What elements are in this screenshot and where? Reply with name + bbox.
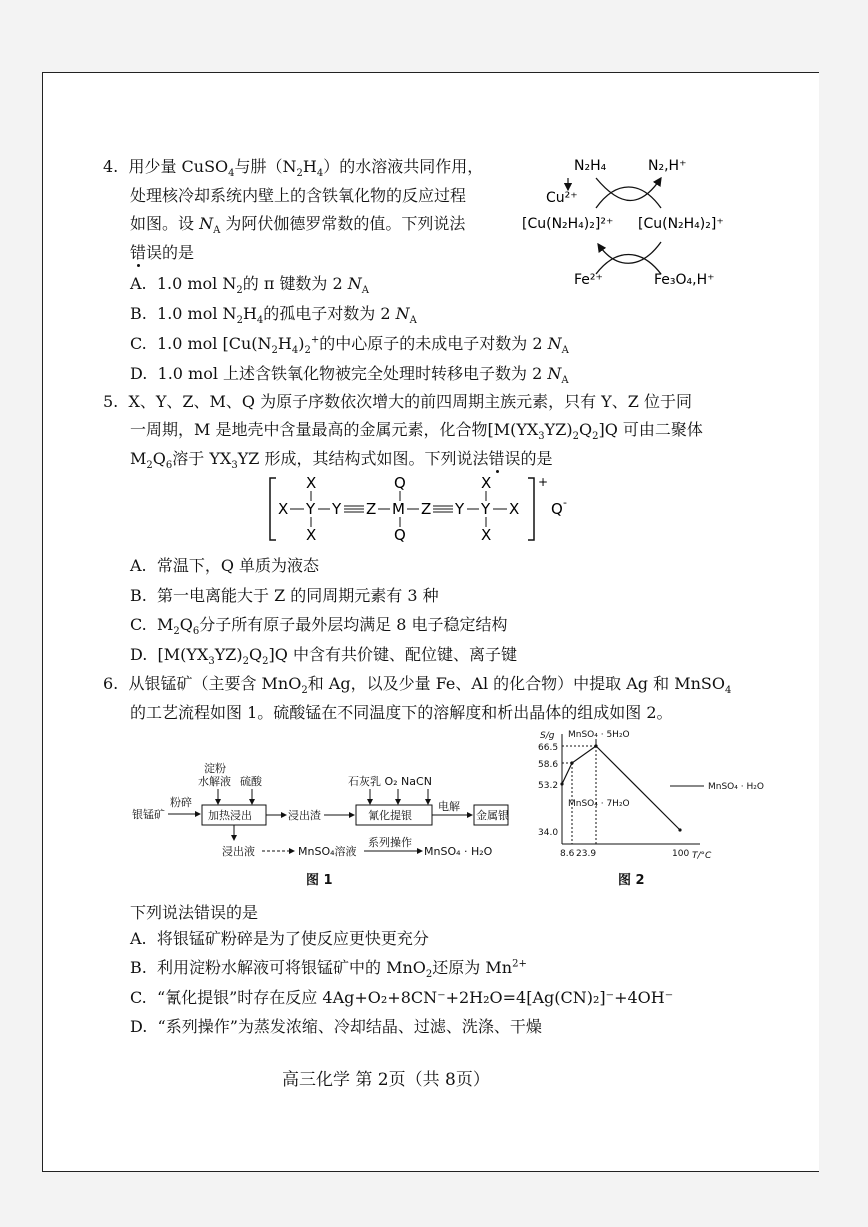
n2-h-label: N₂,H⁺ bbox=[648, 158, 687, 174]
q6-line2: 的工艺流程如图 1。硫酸锰在不同温度下的溶解度和析出晶体的组成如图 2。 bbox=[130, 703, 673, 722]
metal-label: 金属银 bbox=[476, 809, 509, 822]
electrolysis-label: 电解 bbox=[438, 800, 460, 813]
ore-label: 银锰矿 bbox=[132, 808, 165, 821]
svg-text:X: X bbox=[481, 474, 492, 492]
reagents-label: 石灰乳 O₂ NaCN bbox=[348, 775, 432, 788]
x-tick-23-9: 23.9 bbox=[576, 849, 597, 859]
svg-text:X: X bbox=[509, 500, 520, 518]
y-tick-34-0: 34.0 bbox=[538, 828, 559, 838]
complex-2plus-label: [Cu(N₂H₄)₂]²⁺ bbox=[522, 216, 614, 232]
y-tick-66-5: 66.5 bbox=[538, 743, 559, 753]
q6-option-a: A. 将银锰矿粉碎是为了使反应更快更充分 bbox=[130, 929, 429, 948]
q4-option-b: B. 1.0 mol $N_2H_4$的孤电子对数为 2 $N_A$ bbox=[130, 304, 417, 327]
q4-line3: 如图。设 $N_A$ 为阿伏伽德罗常数的值。下列说法 bbox=[130, 214, 466, 237]
svg-text:X: X bbox=[278, 500, 289, 518]
q4-cycle-diagram bbox=[516, 150, 760, 298]
fe-ion-label: Fe²⁺ bbox=[574, 272, 603, 288]
cu-ion-label: Cu²⁺ bbox=[546, 190, 578, 206]
svg-text:Y: Y bbox=[306, 500, 316, 518]
svg-text:-: - bbox=[563, 496, 567, 509]
lower-cross-arc bbox=[596, 255, 661, 275]
annotation-7h2o: MnSO₄ · 7H₂O bbox=[568, 799, 630, 809]
residue-label: 浸出渣 bbox=[288, 809, 321, 822]
q6-option-c: C. “氰化提银”时存在反应 4Ag+O₂+8CN⁻+2H₂O=4[Ag(CN)₂]⁻+4OH⁻ bbox=[130, 988, 674, 1007]
x-tick-8-6: 8.6 bbox=[560, 849, 575, 859]
q6-solubility-chart bbox=[520, 726, 764, 888]
q6-line1: 6. 从银锰矿（主要含 MnO$_2$和 Ag，以及少量 Fe、Al 的化合物）中提取 Ag 和 MnSO$_4$ bbox=[103, 674, 732, 697]
svg-text:X: X bbox=[306, 474, 317, 492]
q4-line4: 错误的是 bbox=[130, 243, 195, 262]
y-tick-53-2: 53.2 bbox=[538, 781, 559, 791]
crush-label: 粉碎 bbox=[170, 796, 192, 809]
svg-text:Y: Y bbox=[481, 500, 491, 518]
x-tick-100: 100 bbox=[672, 849, 690, 859]
q4-line2: 处理核冷却系统内壁上的含铁氧化物的反应过程 bbox=[130, 186, 467, 205]
q5-line3: $M_2Q_6$溶于 $YX_3YZ$ 形成，其结构式如图。下列说法错误的是 bbox=[130, 449, 553, 472]
n2h4-label: N₂H₄ bbox=[574, 158, 607, 174]
solubility-curve bbox=[562, 746, 680, 830]
figure2-caption: 图 2 bbox=[618, 873, 645, 888]
x-axis-label: T/°C bbox=[692, 851, 712, 861]
curve-point-0 bbox=[560, 782, 563, 785]
y-tick-58-6: 58.6 bbox=[538, 760, 559, 770]
solution-label: MnSO₄溶液 bbox=[298, 845, 357, 858]
q6-option-b: B. 利用淀粉水解液可将银锰矿中的 MnO$_2$还原为 $Mn^{2+}$ bbox=[130, 958, 527, 981]
svg-text:X: X bbox=[306, 526, 317, 544]
svg-text:Y: Y bbox=[332, 500, 342, 518]
q5-line1: 5. X、Y、Z、M、Q 为原子序数依次增大的前四周期主族元素，只有 Y、Z 位于同 bbox=[103, 392, 692, 411]
product-label: MnSO₄ · H₂O bbox=[424, 845, 493, 858]
lower-arc-arrow bbox=[598, 242, 661, 263]
svg-text:+: + bbox=[538, 475, 549, 489]
svg-text:Z: Z bbox=[421, 500, 432, 518]
sulfuric-acid-label: 硫酸 bbox=[240, 775, 262, 788]
starch-label: 淀粉 bbox=[204, 762, 226, 775]
annotation-5h2o: MnSO₄ · 5H₂O bbox=[568, 730, 630, 740]
y-axis-label: S/g bbox=[540, 731, 555, 741]
q4-line1: 4. 用少量 CuSO$_4$与肼$(N_2H_4)$的水溶液共同作用， bbox=[103, 157, 484, 180]
leachate-label: 浸出液 bbox=[222, 845, 255, 858]
curve-point-2 bbox=[594, 744, 597, 747]
complex-plus-label: [Cu(N₂H₄)₂]⁺ bbox=[638, 216, 724, 232]
curve-point-1 bbox=[570, 761, 573, 764]
q4-option-d: D. 1.0 mol 上述含铁氧化物被完全处理时转移电子数为 2 $N_A$ bbox=[130, 364, 569, 387]
q6-flow-chart bbox=[128, 752, 508, 886]
q5-option-d: D. $[M(YX_3YZ)_2Q_2]Q$ 中含有共价键、配位键、离子键 bbox=[130, 645, 517, 668]
svg-text:Q: Q bbox=[394, 474, 406, 492]
svg-text:Y: Y bbox=[455, 500, 465, 518]
q6-option-d: D. “系列操作”为蒸发浓缩、冷却结晶、过滤、洗涤、干燥 bbox=[130, 1017, 542, 1036]
hydrolysate-label: 水解液 bbox=[198, 775, 231, 788]
fe3o4-label: Fe₃O₄,H⁺ bbox=[654, 272, 715, 288]
annotation-h2o: MnSO₄ · H₂O bbox=[708, 782, 764, 792]
leach-label: 加热浸出 bbox=[208, 809, 252, 822]
q5-line2: 一周期，M 是地壳中含量最高的金属元素，化合物$[M(YX_3YZ)_2Q_2]Q$ 可由二聚体 bbox=[130, 420, 703, 443]
q4-option-c: C. 1.0 mol [$Cu(N_2H_4)_2^+$的中心原子的未成电子对数为 2 $N_A$ bbox=[130, 334, 569, 357]
svg-text:Z: Z bbox=[366, 500, 377, 518]
q5-option-a: A. 常温下，Q 单质为液态 bbox=[130, 556, 320, 575]
figure1-caption: 图 1 bbox=[306, 873, 333, 888]
q4-option-a: A. 1.0 mol $N_2$的 π 键数为 2 $N_A$ bbox=[130, 274, 370, 297]
q6-question: 下列说法错误的是 bbox=[130, 903, 259, 922]
q5-structure-formula bbox=[266, 474, 586, 546]
cyanide-label: 氰化提银 bbox=[368, 809, 412, 822]
q5-option-b: B. 第一电离能大于 Z 的同周期元素有 3 种 bbox=[130, 586, 439, 605]
curve-point-3 bbox=[678, 828, 681, 831]
q5-option-c: C. $M_2Q_6$分子所有原子最外层均满足 8 电子稳定结构 bbox=[130, 615, 508, 638]
svg-text:Q: Q bbox=[394, 526, 406, 544]
series-ops-label: 系列操作 bbox=[368, 836, 412, 849]
svg-text:X: X bbox=[481, 526, 492, 544]
page-footer: 高三化学 第 2页（共 8页） bbox=[282, 1070, 490, 1090]
svg-text:M: M bbox=[392, 500, 405, 518]
svg-text:Q: Q bbox=[551, 500, 563, 518]
